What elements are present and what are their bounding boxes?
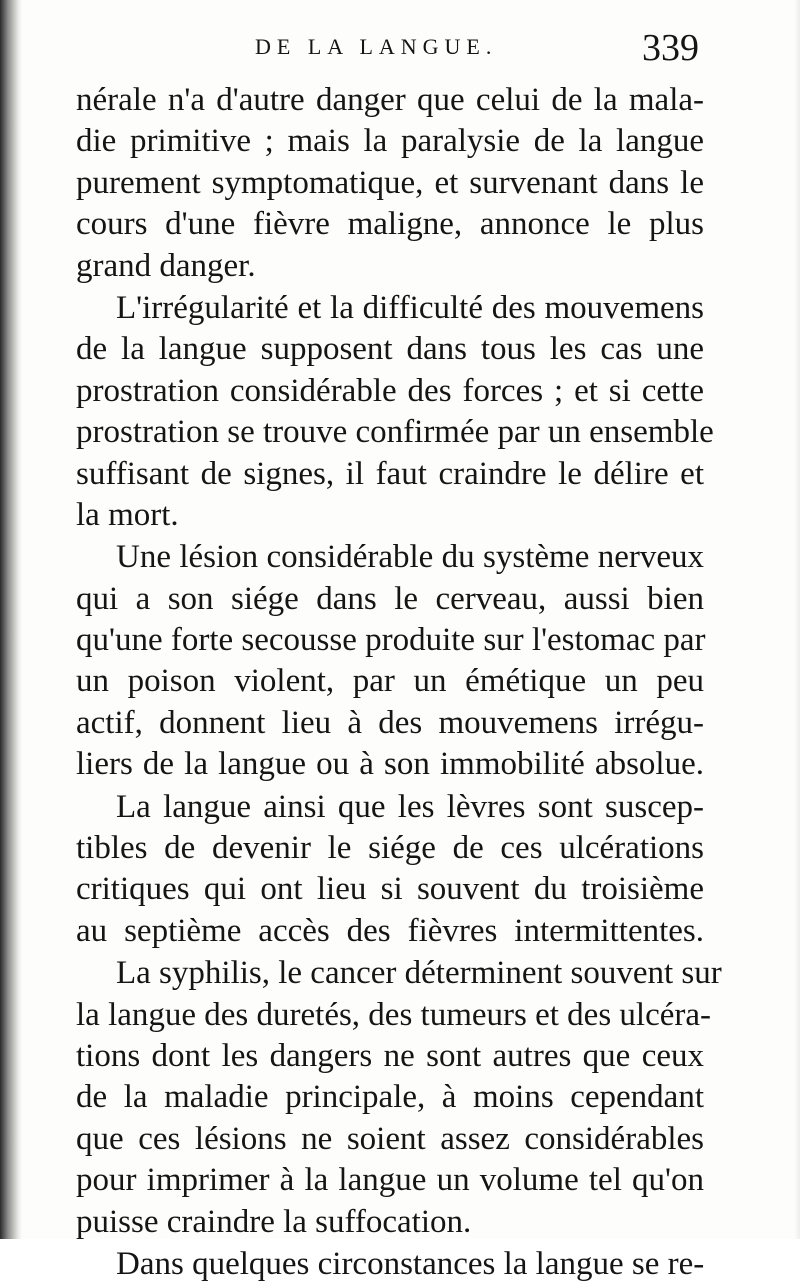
text-line: que ces lésions ne soient assez considérables	[76, 1120, 704, 1157]
paragraph-first-line: L'irrégularité et la difficulté des mouvemens	[116, 289, 704, 326]
text-line: die primitive ; mais la paralysie de la langue	[76, 123, 704, 160]
text-line: suffisant de signes, il faut craindre le délire et	[76, 455, 704, 492]
text-line: purement symptomatique, et survenant dans le	[76, 164, 704, 201]
text-line: critiques qui ont lieu si souvent du troisième	[76, 871, 704, 908]
binding-shadow	[0, 0, 22, 1239]
text-line: cours d'une fièvre maligne, annonce le plus	[76, 206, 704, 243]
body-text	[76, 80, 722, 1285]
text-line: qui a son siége dans le cerveau, aussi bien	[76, 580, 704, 617]
text-line: nérale n'a d'autre danger que celui de la mala-	[76, 82, 704, 118]
text-line: puisse craindre la suffocation.	[76, 1203, 472, 1240]
text-line: tibles de devenir le siége de ces ulcérations	[76, 830, 704, 867]
page-number: 339	[642, 27, 699, 69]
text-line: au septième accès des fièvres intermittentes.	[76, 912, 704, 949]
text-line: de la langue supposent dans tous les cas une	[76, 331, 704, 368]
text-line: grand danger.	[76, 247, 256, 284]
text-line: la langue des duretés, des tumeurs et des ulcéra-	[76, 996, 712, 1033]
running-head: DE LA LANGUE.	[255, 34, 498, 59]
text-line: un poison violent, par un émétique un peu	[76, 663, 704, 700]
text-line: prostration se trouve confirmée par un ensemble	[76, 414, 714, 451]
paragraph-first-line: La langue ainsi que les lèvres sont suscep-	[116, 788, 704, 825]
paragraph-first-line: La syphilis, le cancer déterminent souvent sur	[116, 955, 722, 992]
paragraph-first-line: Une lésion considérable du système nerveux	[116, 539, 704, 576]
text-line: la mort.	[76, 496, 179, 533]
text-line: liers de la langue ou à son immobilité absolue.	[76, 746, 704, 783]
text-line: actif, donnent lieu à des mouvemens irrégu-	[76, 704, 704, 741]
paragraph-first-line: Dans quelques circonstances la langue se re-	[116, 1245, 705, 1282]
text-line: pour imprimer à la langue un volume tel qu'on	[76, 1162, 704, 1199]
text-line: prostration considérable des forces ; et si cette	[76, 372, 704, 409]
text-line: de la maladie principale, à moins cependant	[76, 1079, 704, 1116]
text-line: qu'une forte secousse produite sur l'estomac par	[76, 622, 706, 659]
text-line: tions dont les dangers ne sont autres que ceux	[76, 1037, 704, 1074]
page-edge-shadow	[794, 0, 800, 1239]
